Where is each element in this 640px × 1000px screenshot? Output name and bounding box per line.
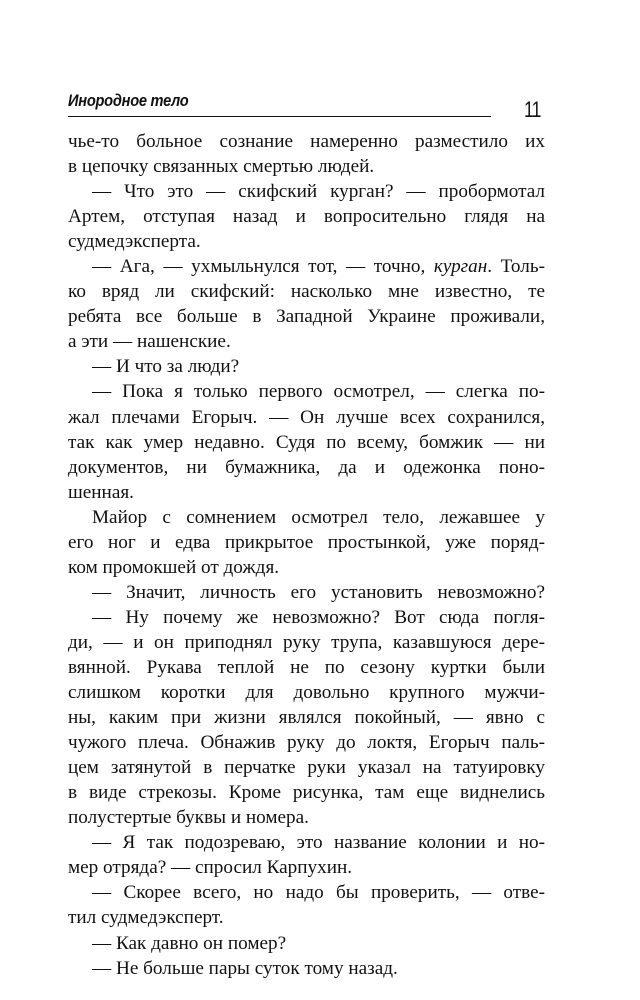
text-line: тил судмедэксперт. (68, 907, 224, 929)
text-line: судмедэксперта. (68, 231, 201, 253)
text-line: — Скорее всего, но надо бы проверить, — отве- (92, 882, 545, 904)
text-line: жал плечами Егорыч. — Он лучше всех сохранился, (68, 406, 545, 428)
text-segment: — Ага, — ухмыльнулся тот, — точно, (92, 256, 434, 278)
text-line: чужого плеча. Обнажив руку до локтя, Егорыч паль- (68, 732, 545, 754)
text-segment: . Толь- (487, 256, 545, 278)
text-line: полустертые буквы и номера. (68, 807, 309, 829)
text-line: — Я так подозреваю, это название колонии и но- (92, 832, 545, 854)
body-text (68, 129, 545, 981)
text-line: Артем, отступая назад и вопросительно глядя на (68, 206, 545, 228)
text-line (68, 254, 545, 279)
text-line: мер отряда? — спросил Карпухин. (68, 857, 353, 879)
text-line: шенная. (68, 481, 134, 503)
text-line: в виде стрекозы. Кроме рисунка, там еще виднелись (68, 782, 545, 804)
text-line: слишком коротки для довольно крупного мужчи- (68, 682, 545, 704)
text-line: — И что за люди? (92, 356, 240, 378)
text-line: так как умер недавно. Судя по всему, бомжик — ни (68, 431, 545, 453)
text-line: его ног и едва прикрытое простынкой, уже поряд- (68, 531, 545, 553)
italic-word: курган (433, 256, 488, 278)
page-number: 11 (524, 97, 541, 122)
running-header-title: Инородное тело (68, 91, 189, 110)
text-line: вянной. Рукава теплой не по сезону куртки были (68, 656, 545, 678)
text-line: ком промокшей от дождя. (68, 556, 280, 578)
text-line: Майор с сомнением осмотрел тело, лежавшее у (92, 506, 545, 528)
text-line: — Пока я только первого осмотрел, — слегка по- (92, 381, 545, 403)
text-line: а эти — нашенские. (68, 331, 231, 353)
text-line: — Как давно он помер? (92, 932, 287, 954)
text-line: ны, каким при жизни являлся покойный, — явно с (68, 707, 545, 729)
text-line: ко вряд ли скифский: насколько мне известно, те (68, 281, 545, 303)
header-rule (68, 116, 491, 117)
text-line: чье-то больное сознание намеренно разместило их (68, 131, 545, 152)
text-line: — Что это — скифский курган? — пробормотал (92, 181, 545, 203)
text-line: ди, — и он приподнял руку трупа, казавшуюся дере- (68, 631, 545, 653)
text-line: в цепочку связанных смертью людей. (68, 156, 375, 178)
text-line: — Ну почему же невозможно? Вот сюда погля- (92, 606, 545, 628)
text-line: цем затянутой в перчатке руки указал на татуировку (68, 757, 545, 779)
text-line: — Значит, личность его установить невозможно? (92, 581, 545, 603)
text-line: документов, ни бумажника, да и одежонка поно- (68, 456, 545, 478)
text-line: — Не больше пары суток тому назад. (92, 957, 398, 979)
text-line: ребята все больше в Западной Украине проживали, (68, 306, 545, 328)
